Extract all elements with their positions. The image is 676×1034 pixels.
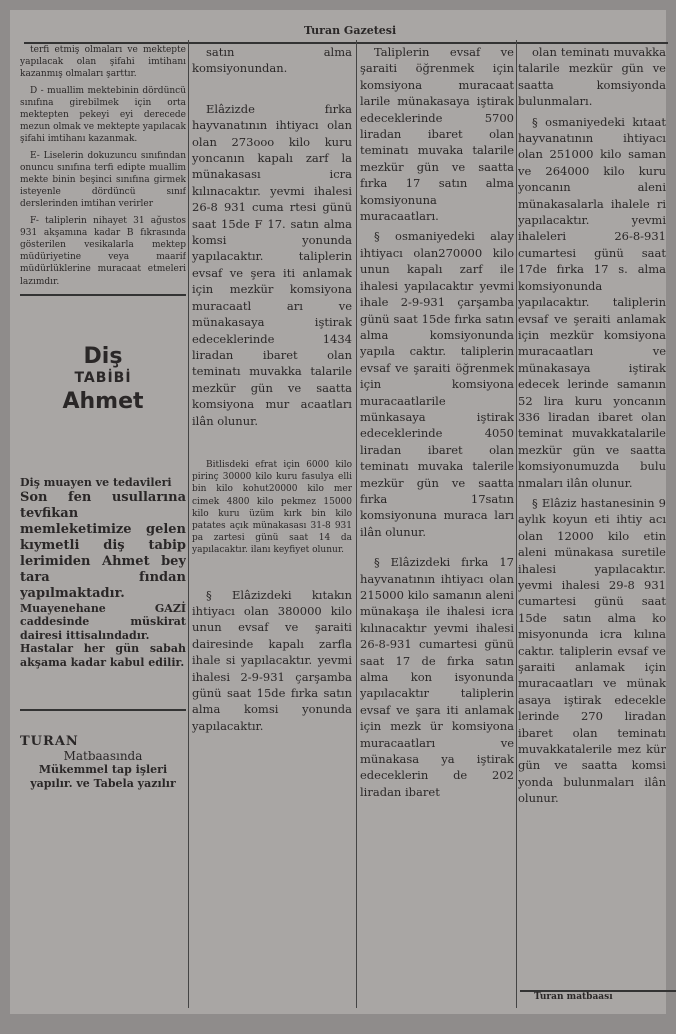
section-divider [20,294,186,296]
dentist-ad-heading [20,344,186,416]
article-paragraph: § Elâziz hastanesinin 9 aylık koyun eti ihtiy acı olan 12000 kilo etin aleni münakasa suretile ihalesi yapılacaktır. yevmi ihalesi 29-8 931 cumartesi günü saat 15de satın alma ko misyonunda icra kılına caktır. taliplerin evsaf ve şaraiti anlamak için muracaatları ve münak asaya iştirak edecekle lerinde 270 liradan ibaret olan teminatı muvakkatalerile mez kür gün ve saatta komsi yonda bulunmaları ilân olunur. [518,495,666,806]
ad-text-line: Muayenehane GAZİ caddesinde müskirat dairesi ittisalındadır. [20,601,186,642]
newspaper-page [10,10,666,1014]
article-paragraph: § osmaniyedeki kıtaat hayvanatının ihtiyacı olan 251000 kilo saman ve 264000 kilo kuru yoncanın aleni münakasalarla ihalele ri yapılacaktır. yevmi ihaleleri 26-8-931 cumartesi günü saat 17de fırka 17 s. alma komsiyonunda yapılacaktır. taliplerin evsaf ve şeraiti anlamak için mezkür komsiyona muracaatları ve münakasaya iştirak edecek lerinde samanın 52 lira kuru yoncanın 336 liradan ibaret olan teminat muvakkatalarile mezkür gün ve saatta komsiyonumuzda bulu nmaları ilân olunur. [518,114,666,490]
ad-text-line: Diş muayen ve tedavileri [20,476,172,490]
column-3 [360,44,514,1006]
column-divider [356,40,357,1008]
notice-paragraph: F- taliplerin nihayet 31 ağustos 931 akşamına kadar B fıkrasında gösterilen vesikalarla mektep müdüriyetine veya maarif müdürlüklerine muracaat etmeleri lazımdır. [20,215,186,287]
turan-printing-ad [20,735,186,791]
dentist-ad-text [20,476,186,669]
page-header [24,24,668,44]
article-paragraph: § osmaniyedeki alay ihtiyacı olan270000 kilo unun kapalı zarf ile ihalesi yapılacaktır yevmi ihale 2-9-931 çarşamba günü saat 15de fırka satın alma komsiyonunda yapıla caktır. taliplerin evsaf ve şaraiti öğrenmek için komsiyona muracaatlarile münkasaya iştirak edeceklerinde 4050 liradan ibaret olan teminatı muvaka talerile mezkür gün ve saatta fırka 17satın komsiyonuna muraca ları ilân olunur. [360,229,514,539]
printer-footer: Turan matbaası [520,990,676,1002]
notice-paragraph: E- Liselerin dokuzuncu sınıfından onuncu sınıfına terfi edipte muallim mekte binin beşinci sınıfına girmek isteyenle dördüncü sınıf derslerinden imtihan verirler [20,150,186,210]
article-paragraph: Bitlisdeki efrat için 6000 kilo pirinç 30000 kilo kuru fasulya elli bin kilo kohut20000 kilo mer cimek 4800 kilo pekmez 15000 kilo kuru üzüm kırk bin kilo patates açık münakasası 31-8 931 pa zartesi günü saat 14 da yapılacaktır. ilanı keyfiyet olunur. [192,459,352,556]
ad-text-line: Son fen usullarına tevfikan memleketimize gelen kıymetli diş tabip lerimiden Ahmet bey tara fından yapılmaktadır. [20,489,186,601]
notice-paragraph: terfi etmiş olmaları ve mektepte yapılacak olan şifahi imtihanı kazanmış olmaları şarttır. [20,45,186,80]
ad-text-line: Hastalar her gün sabah akşama kadar kabul edilir. [20,642,186,669]
column-4 [518,44,666,1006]
ad-line-ahmet: Ahmet [62,389,144,415]
school-notice [20,44,186,288]
newspaper-title: Turan Gazetesi [304,24,397,37]
article-paragraph: Taliplerin evsaf ve şaraiti öğrenmek için komsiyona muracaat larile münakasaya iştirak edeceklerinde 5700 liradan ibaret olan teminatı muvaka talarile mezkür gün ve saatta fırka 17 satın alma komsiyonuna muracaatları. [360,45,514,224]
turan-sub: Matbaasında [63,749,143,764]
section-divider [20,709,186,711]
turan-desc: Mükemmel tap işleri yapılır. ve Tabela yazılır [30,763,176,791]
article-paragraph: § Elâzizdeki kıtakın ihtiyacı olan 380000 kilo unun evsaf ve şaraiti dairesinde kapalı zarfla ihale si yapılacaktır. yevmi ihalesi 2-9-931 çarşamba günü saat 15de fırka satın alma komsi yonunda yapılacaktır. [192,587,352,733]
article-paragraph: Elâzizde fırka hayvanatının ihtiyacı olan olan 273ooo kilo kuru yoncanın kapalı zarf la münakasası icra kılınacaktır. yevmi ihalesi 26-8 931 cuma rtesi günü saat 15de F 17. satın alma komsi yonunda yapılacaktır. taliplerin evsaf ve şera iti anlamak için mezkür komsiyona muracaatl arı ve münakasaya iştirak edeceklerinde 1434 liradan ibaret olan teminatı muvakka talarile mezkür gün ve saatta komsiyona mur acaatları ilân olunur. [192,101,352,428]
ad-line-dis: Diş [83,343,123,369]
article-paragraph: satın alma komsiyonundan. [192,45,352,76]
column-divider [516,40,517,1008]
article-paragraph: olan teminatı muvakka talarile mezkür gün ve saatta komsiyonda bulunmaları. [518,45,666,109]
turan-name: TURAN [20,734,79,750]
ad-line-tabibi: TABİBİ [74,369,132,386]
article-paragraph: § Elâzizdeki fırka 17 hayvanatının ihtiyacı olan 215000 kilo samanın aleni münakaşa ile ihalesi icra kılınacaktır yevmi ihalesi 26-8-931 cumartesi günü saat 17 de fırka satın alma kon isyonunda yapılacaktır taliplerin evsaf ve şara iti anlamak için mezk ür komsiyona muracaatları ve münakasa ya iştirak edeceklerin de 202 liradan ibaret [360,555,514,799]
column-divider [188,40,189,1008]
column-1 [20,44,186,1006]
column-2 [192,44,352,1006]
notice-paragraph: D - muallim mektebinin dördüncü sınıfına girebilmek için orta mektepten pekeyi eyi derecede mezun olmak ve mektepte yapılacak şifahi imtihanı kazanmak. [20,85,186,145]
